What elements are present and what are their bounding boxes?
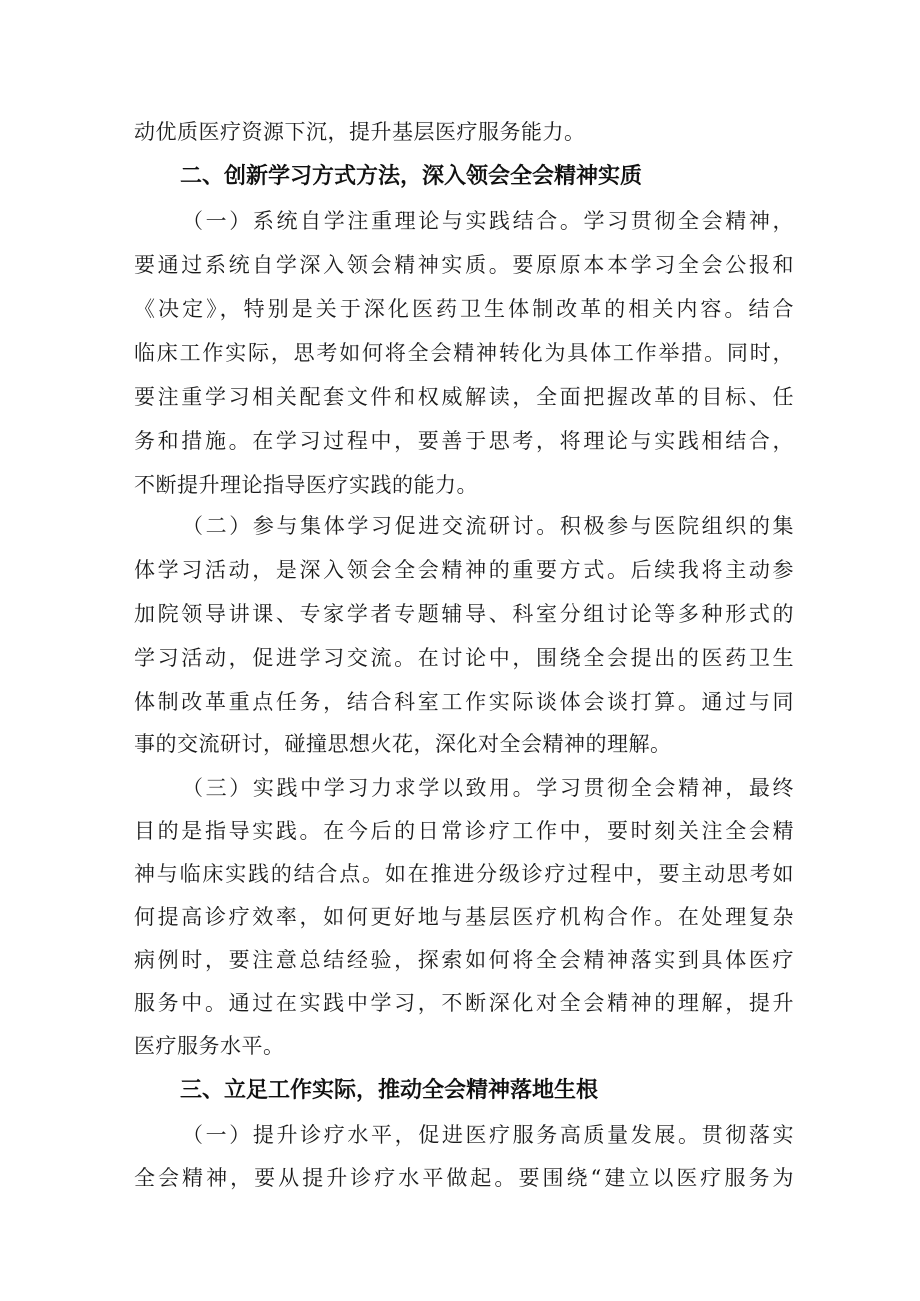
paragraph-line: 学习活动，促进学习交流。在讨论中，围绕全会提出的医药卫生	[134, 646, 794, 670]
paragraph-line: 体制改革重点任务，结合科室工作实际谈体会谈打算。通过与同	[134, 690, 794, 714]
paragraph-line: 动优质医疗资源下沉，提升基层医疗服务能力。	[134, 120, 586, 144]
paragraph-line: 不断提升理论指导医疗实践的能力。	[134, 473, 478, 497]
paragraph-line: 全会精神，要从提升诊疗水平做起。要围绕“建立以医疗服务为	[134, 1166, 794, 1190]
paragraph-line: 务和措施。在学习过程中，要善于思考，将理论与实践相结合，	[134, 429, 794, 453]
paragraph-line: 体学习活动，是深入领会全会精神的重要方式。后续我将主动参	[134, 558, 794, 582]
paragraph-line: 要注重学习相关配套文件和权威解读，全面把握改革的目标、任	[134, 385, 794, 409]
paragraph-line: 何提高诊疗效率，如何更好地与基层医疗机构合作。在处理复杂	[134, 905, 794, 929]
paragraph-line: （一）提升诊疗水平，促进医疗服务高质量发展。贯彻落实	[182, 1123, 794, 1147]
paragraph-line: 病例时，要注意总结经验，探索如何将全会精神落实到具体医疗	[134, 948, 794, 972]
paragraph-line: （二）参与集体学习促进交流研讨。积极参与医院组织的集	[182, 514, 794, 538]
paragraph-line: 目的是指导实践。在今后的日常诊疗工作中，要时刻关注全会精	[134, 819, 794, 843]
paragraph-line: 事的交流研讨，碰撞思想火花，深化对全会精神的理解。	[134, 732, 672, 756]
paragraph-line: 神与临床实践的结合点。如在推进分级诊疗过程中，要主动思考如	[134, 862, 794, 886]
paragraph-line: （三）实践中学习力求学以致用。学习贯彻全会精神，最终	[182, 776, 794, 800]
paragraph-line: 服务中。通过在实践中学习，不断深化对全会精神的理解，提升	[134, 991, 794, 1015]
paragraph-line: 要通过系统自学深入领会精神实质。要原原本本学习全会公报和	[134, 253, 794, 277]
paragraph-line: 医疗服务水平。	[134, 1034, 285, 1058]
section-heading-2: 二、创新学习方式方法，深入领会全会精神实质	[180, 164, 643, 189]
paragraph-line: 加院领导讲课、专家学者专题辅导、科室分组讨论等多种形式的	[134, 602, 794, 626]
paragraph-line: 临床工作实际，思考如何将全会精神转化为具体工作举措。同时，	[134, 341, 794, 365]
paragraph-line: （一）系统自学注重理论与实践结合。学习贯彻全会精神，	[182, 209, 794, 233]
paragraph-line: 《决定》，特别是关于深化医药卫生体制改革的相关内容。结合	[134, 297, 794, 321]
section-heading-3: 三、立足工作实际，推动全会精神落地生根	[180, 1078, 599, 1103]
